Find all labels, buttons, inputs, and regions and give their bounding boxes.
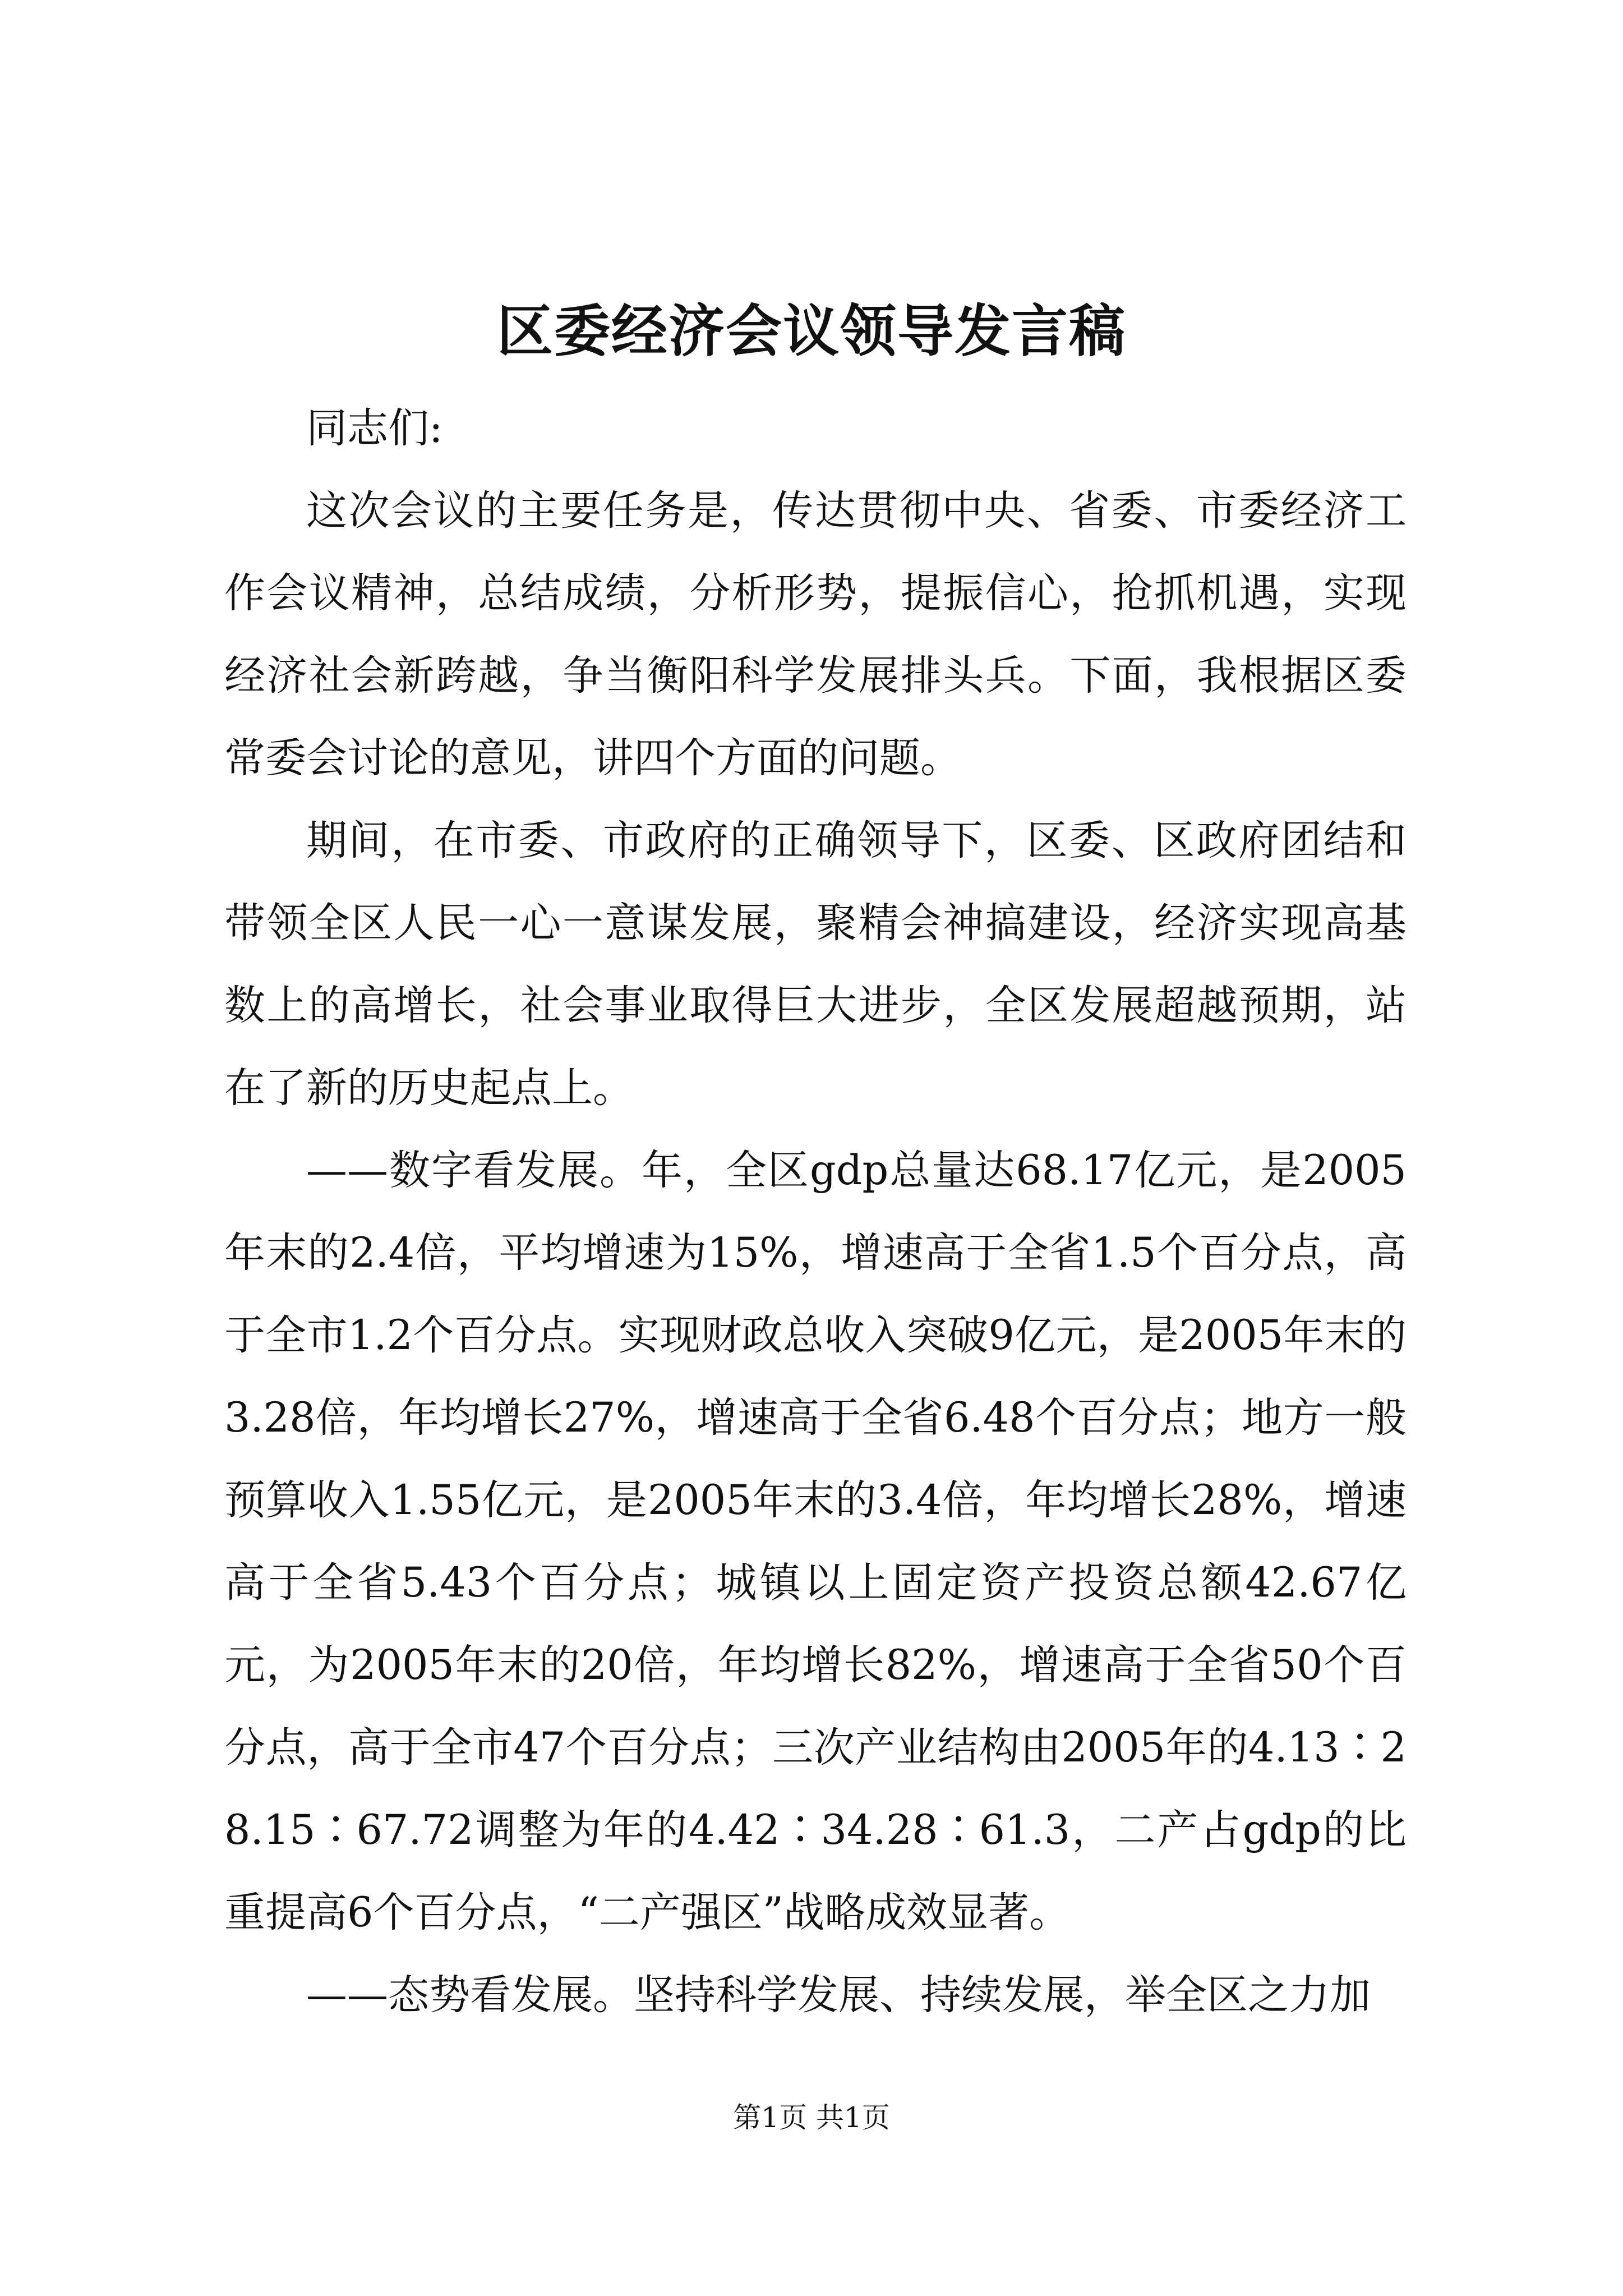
page-footer: 第1页 共1页 (733, 2101, 890, 2134)
intro-paragraph: 这次会议的主要任务是，传达贯彻中央、省委、市委经济工作会议精神，总结成绩，分析形势，提振信心，抢抓机遇，实现经济社会新跨越，争当衡阳科学发展排头兵。下面，我根据区委常委会讨论的意见，讲四个方面的问题。 (224, 487, 1407, 782)
document-body (224, 387, 1407, 2036)
figures-paragraph: ——数字看发展。年，全区gdp总量达68.17亿元，是2005年末的2.4倍，平均增速为15%，增速高于全省1.5个百分点，高于全市1.2个百分点。实现财政总收入突破9亿元，是2005年末的3.28倍，年均增长27%，增速高于全省6.48个百分点；地方一般预算收入1.55亿元，是2005年末的3.4倍，年均增长28%，增速高于全省5.43个百分点；城镇以上固定资产投资总额42.67亿元，为2005年末的20倍，年均增长82%，增速高于全省50个百分点，高于全市47个百分点；三次产业结构由2005年的4.13∶28.15∶67.72调整为年的4.42∶34.28∶61.3，二产占gdp的比重提高6个百分点，“二产强区”战略成效显著。 (224, 1147, 1407, 1936)
trend-paragraph: ——态势看发展。坚持科学发展、持续发展，举全区之力加 (306, 1971, 1371, 2019)
salutation-paragraph: 同志们: (306, 404, 443, 452)
review-paragraph: 期间，在市委、市政府的正确领导下，区委、区政府团结和带领全区人民一心一意谋发展，聚精会神搞建设，经济实现高基数上的高增长，社会事业取得巨大进步，全区发展超越预期，站在了新的历史起点上。 (224, 817, 1407, 1112)
document-title: 区委经济会议领导发言稿 (497, 298, 1126, 364)
